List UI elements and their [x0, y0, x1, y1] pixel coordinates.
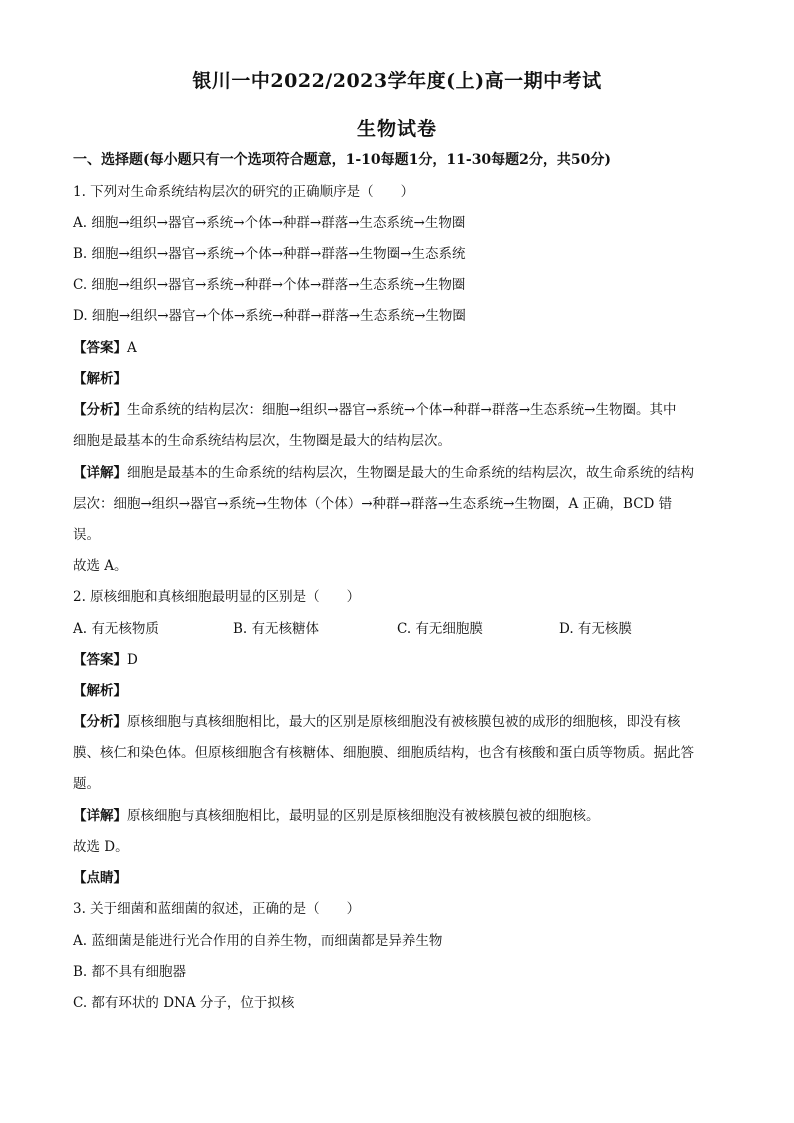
q3-option-b: B. 都不具有细胞器 — [73, 964, 187, 980]
q2-analysis-tag: 【解析】 — [73, 683, 127, 699]
q3-option-a: A. 蓝细菌是能进行光合作用的自养生物，而细菌都是异养生物 — [73, 933, 443, 949]
answer-tag: 【答案】 — [73, 340, 127, 356]
fenxi-text: 原核细胞与真核细胞相比，最大的区别是原核细胞没有被核膜包被的成形的细胞核，即没有核 — [127, 714, 681, 730]
section-heading: 一、选择题(每小题只有一个选项符合题意，1-10每题1分，11-30每题2分，共50分) — [73, 152, 612, 168]
exam-subtitle: 生物试卷 — [356, 118, 437, 140]
q1-stem: 1. 下列对生命系统结构层次的研究的正确顺序是（ ） — [73, 184, 415, 200]
detail-tag: 【详解】 — [73, 808, 127, 824]
q2-stem: 2. 原核细胞和真核细胞最明显的区别是（ ） — [73, 589, 361, 605]
answer-value: D — [127, 652, 138, 668]
q3-stem: 3. 关于细菌和蓝细菌的叙述，正确的是（ ） — [73, 901, 361, 917]
q1-answer — [73, 338, 137, 358]
answer-tag: 【答案】 — [73, 652, 127, 668]
q1-analysis-tag: 【解析】 — [73, 371, 127, 387]
q2-fenxi-line3: 题。 — [73, 776, 100, 792]
fenxi-tag: 【分析】 — [73, 402, 127, 418]
q1-detail-line3: 误。 — [73, 527, 100, 543]
q1-fenxi-line2: 细胞是最基本的生命系统结构层次，生物圈是最大的结构层次。 — [73, 433, 451, 449]
q3-option-c: C. 都有环状的 DNA 分子，位于拟核 — [73, 995, 295, 1011]
answer-value: A — [127, 340, 137, 356]
q1-option-d: D. 细胞→组织→器官→个体→系统→种群→群落→生态系统→生物圈 — [73, 308, 466, 324]
detail-text: 原核细胞与真核细胞相比，最明显的区别是原核细胞没有被核膜包被的细胞核。 — [127, 808, 600, 824]
detail-text: 细胞是最基本的生命系统的结构层次，生物圈是最大的生命系统的结构层次，故生命系统的结构 — [127, 465, 694, 481]
q2-option-c: C. 有无细胞膜 — [397, 621, 483, 637]
q1-detail-line1 — [73, 463, 694, 483]
q2-fenxi-line1 — [73, 712, 681, 732]
q1-conclusion: 故选 A。 — [73, 558, 128, 574]
q1-option-c: C. 细胞→组织→器官→系统→种群→个体→群落→生态系统→生物圈 — [73, 277, 466, 293]
q2-detail-line1 — [73, 806, 600, 826]
detail-tag: 【详解】 — [73, 465, 127, 481]
fenxi-tag: 【分析】 — [73, 714, 127, 730]
q2-answer — [73, 650, 138, 670]
fenxi-text: 生命系统的结构层次：细胞→组织→器官→系统→个体→种群→群落→生态系统→生物圈。其中 — [127, 402, 677, 418]
q1-fenxi-line1 — [73, 400, 677, 420]
q2-option-a: A. 有无核物质 — [73, 621, 159, 637]
q2-option-d: D. 有无核膜 — [559, 621, 632, 637]
q2-conclusion: 故选 D。 — [73, 839, 129, 855]
q2-fenxi-line2: 膜、核仁和染色体。但原核细胞含有核糖体、细胞膜、细胞质结构，也含有核酸和蛋白质等物质。据此答 — [73, 745, 694, 761]
q2-dianjing-tag: 【点睛】 — [73, 870, 127, 886]
exam-title: 银川一中2022/2023学年度(上)高一期中考试 — [192, 70, 602, 92]
q1-detail-line2: 层次：细胞→组织→器官→系统→生物体（个体）→种群→群落→生态系统→生物圈，A 正确，BCD 错 — [73, 496, 673, 512]
q2-option-b: B. 有无核糖体 — [233, 621, 320, 637]
q1-option-b: B. 细胞→组织→器官→系统→个体→种群→群落→生物圈→生态系统 — [73, 246, 466, 262]
q1-option-a: A. 细胞→组织→器官→系统→个体→种群→群落→生态系统→生物圈 — [73, 215, 466, 231]
